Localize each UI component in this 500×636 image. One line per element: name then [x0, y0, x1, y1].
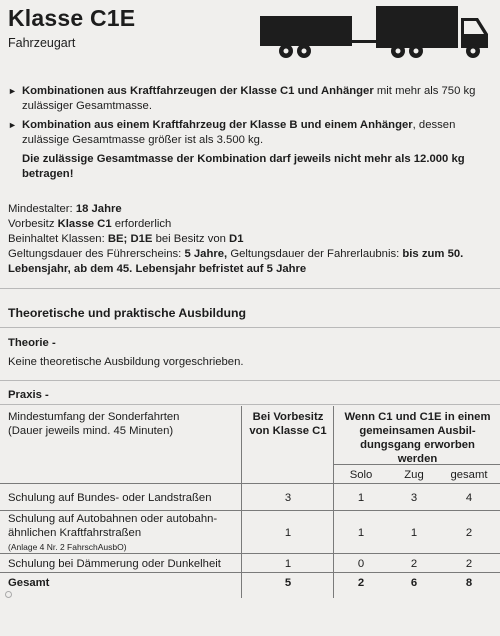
included-classes: Beinhaltet Klassen: BE; D1E bei Besitz von D1	[8, 233, 244, 245]
table-total-solo: 2	[357, 577, 365, 589]
page-title: Klasse C1E	[8, 5, 136, 31]
section-divider	[0, 327, 500, 328]
table-cell-solo: 0	[357, 558, 365, 570]
license-info	[8, 202, 494, 277]
prior-license: Vorbesitz Klasse C1 erforderlich	[8, 218, 172, 230]
table-total-vorbesitz: 5	[284, 577, 292, 589]
table-cell-solo: 1	[357, 492, 365, 504]
table-row-label: Schulung auf Bundes- oder Landstraßen	[8, 492, 212, 504]
training-table	[0, 404, 500, 604]
triangle-right-icon: ►	[8, 120, 17, 130]
table-cell-zug: 1	[410, 527, 418, 539]
table-row-label: Schulung bei Dämmerung oder Dunkelheit	[8, 558, 221, 570]
list-item-bold: Kombination aus einem Kraftfahrzeug der Klasse B und einem Anhänger	[22, 119, 413, 131]
theorie-heading: Theorie -	[8, 337, 56, 349]
table-header-left: Mindestumfang der Sonderfahrten (Dauer jeweils mind. 45 Minuten)	[8, 411, 180, 437]
table-subheader-zug: Zug	[404, 469, 424, 481]
table-rule	[0, 483, 500, 484]
validity: Geltungsdauer des Führerscheins: 5 Jahre, Geltungsdauer der Fahrerlaubnis: bis zum 50. Lebensjahr, ab dem 45. Lebensjahr befristet auf 5 Jahre	[8, 248, 464, 275]
list-item	[8, 118, 492, 148]
table-cell-zug: 3	[410, 492, 418, 504]
table-subheader-gesamt: gesamt	[450, 469, 488, 481]
table-total-label: Gesamt	[8, 577, 50, 589]
praxis-heading: Praxis -	[8, 389, 49, 401]
table-cell-gesamt: 4	[465, 492, 473, 504]
circle-mark-icon	[5, 591, 12, 598]
section-title: Theoretische und praktische Ausbildung	[8, 306, 246, 320]
table-cell-solo: 1	[357, 527, 365, 539]
triangle-right-icon: ►	[8, 86, 17, 96]
list-item-bold: Kombinationen aus Kraftfahrzeugen der Klasse C1 und Anhänger	[22, 85, 374, 97]
table-cell-vorbesitz: 1	[284, 558, 292, 570]
table-header-vorbesitz: Bei Vorbesitz von Klasse C1	[249, 411, 327, 437]
table-cell-vorbesitz: 3	[284, 492, 292, 504]
page-subtitle: Fahrzeugart	[8, 36, 76, 50]
table-cell-gesamt: 2	[465, 558, 473, 570]
table-total-gesamt: 8	[465, 577, 473, 589]
table-cell-zug: 2	[410, 558, 418, 570]
table-column-divider	[333, 406, 334, 598]
table-rule	[0, 572, 500, 573]
table-rule	[0, 404, 500, 405]
section-divider	[0, 288, 500, 289]
list-item	[8, 84, 492, 114]
section-divider	[0, 380, 500, 381]
table-subheader-solo: Solo	[349, 469, 373, 481]
table-row-label: Schulung auf Autobahnen oder autobahn- ähnlichen Kraftfahrstraßen (Anlage 4 Nr. 2 FahrschAusbO)	[8, 513, 218, 552]
vehicle-type-list	[8, 84, 492, 182]
truck-with-trailer-icon	[258, 4, 490, 62]
table-cell-vorbesitz: 1	[284, 527, 292, 539]
list-item-text: , dessen zulässige Gesamtmasse größer ist als 3.500 kg.	[22, 119, 456, 146]
list-item-text: mit mehr als 750 kg zulässiger Gesamtmasse.	[22, 85, 476, 112]
table-rule	[0, 510, 500, 511]
table-column-divider	[241, 406, 242, 598]
table-total-zug: 6	[410, 577, 418, 589]
table-cell-gesamt: 2	[465, 527, 473, 539]
minimum-age: Mindestalter: 18 Jahre	[8, 203, 122, 215]
table-header-combined: Wenn C1 und C1E in einem gemeinsamen Ausbil- dungsgang erworben werden	[344, 411, 491, 465]
weight-limit-note: Die zulässige Gesamtmasse der Kombination darf jeweils nicht mehr als 12.000 kg betragen!	[22, 153, 465, 180]
theorie-text: Keine theoretische Ausbildung vorgeschrieben.	[8, 356, 244, 368]
